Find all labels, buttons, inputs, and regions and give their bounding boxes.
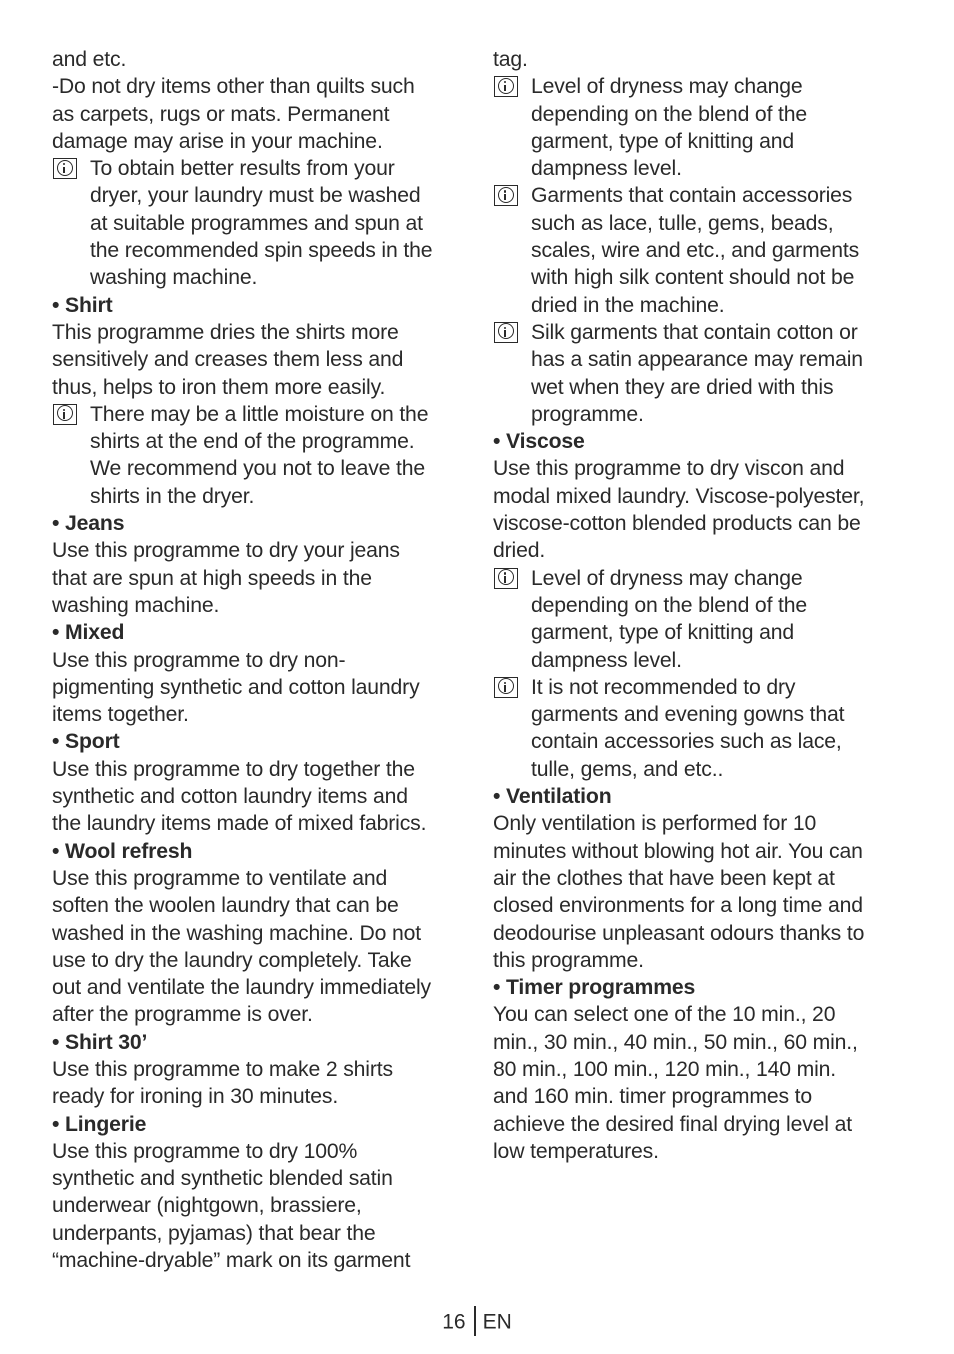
paragraph (52, 46, 462, 155)
line-text: • Lingerie (52, 1112, 147, 1136)
text-line (52, 292, 462, 319)
line-text: • Timer programmes (493, 976, 696, 1000)
text-line (493, 892, 893, 919)
text-line (52, 619, 462, 646)
line-text: washed in the washing machine. Do not (52, 921, 421, 945)
line-text: • Viscose (493, 430, 585, 454)
info-note (493, 674, 893, 783)
line-text: Level of dryness may change (531, 75, 803, 99)
section-heading (52, 619, 462, 646)
line-text: underwear (nightgown, brassiere, (52, 1194, 362, 1218)
info-note (52, 401, 462, 510)
line-text: scales, wire and etc., and garments (531, 239, 860, 263)
line-text: • Ventilation (493, 785, 612, 809)
line-text: Use this programme to dry non- (52, 648, 346, 672)
text-line (52, 319, 462, 346)
line-text: after the programme is over. (52, 1003, 313, 1027)
text-line (493, 565, 893, 592)
line-text: with high silk content should not be (531, 266, 855, 290)
line-text: achieve the desired final drying level at (493, 1112, 852, 1136)
text-line (52, 838, 462, 865)
line-text: There may be a little moisture on the (90, 402, 429, 426)
line-text: • Mixed (52, 621, 125, 645)
text-line (493, 155, 893, 182)
line-text: that are spun at high speeds in the (52, 566, 372, 590)
line-text: tag. (493, 48, 528, 71)
section-heading (52, 838, 462, 865)
text-line (493, 1029, 893, 1056)
text-line (52, 1192, 462, 1219)
footer-divider (474, 1306, 476, 1336)
line-text: dampness level. (531, 157, 682, 181)
text-line (52, 1138, 462, 1165)
line-text: pigmenting synthetic and cotton laundry (52, 675, 420, 699)
text-line (493, 264, 893, 291)
line-text: closed environments for a long time and (493, 894, 863, 918)
section-heading (52, 728, 462, 755)
text-line (52, 483, 462, 510)
text-line (52, 865, 462, 892)
text-line (493, 210, 893, 237)
text-line (493, 510, 893, 537)
section-heading (52, 292, 462, 319)
info-icon (53, 158, 77, 179)
text-line (52, 374, 462, 401)
line-text: use to dry the laundry completely. Take (52, 948, 412, 972)
page-number: 16 (442, 1310, 466, 1334)
text-line (52, 1029, 462, 1056)
line-text: Garments that contain accessories (531, 184, 853, 208)
line-text: Silk garments that contain cotton or (531, 320, 858, 344)
section-heading (493, 783, 893, 810)
line-text: Use this programme to dry your jeans (52, 539, 400, 563)
line-text: soften the woolen laundry that can be (52, 894, 399, 918)
text-line (493, 592, 893, 619)
line-text: dryer, your laundry must be washed (90, 184, 421, 208)
line-text: You can select one of the 10 min., 20 (493, 1003, 836, 1027)
line-text: “machine-dryable” mark on its garment (52, 1249, 411, 1273)
line-text: Use this programme to dry together the (52, 757, 415, 781)
line-text: dried. (493, 539, 546, 563)
text-line (52, 537, 462, 564)
line-text: contain accessories such as lace, (531, 730, 842, 754)
text-line (52, 728, 462, 755)
info-note (52, 155, 462, 291)
text-line (52, 210, 462, 237)
line-text: modal mixed laundry. Viscose-polyester, (493, 484, 865, 508)
text-line (52, 401, 462, 428)
line-text: thus, helps to iron them more easily. (52, 375, 386, 399)
line-text: Use this programme to make 2 shirts (52, 1057, 393, 1081)
text-line (52, 892, 462, 919)
info-icon (494, 677, 518, 698)
line-text: depending on the blend of the (531, 593, 808, 617)
line-text: • Jeans (52, 512, 125, 536)
text-line (493, 374, 893, 401)
info-icon (494, 322, 518, 343)
text-line (52, 756, 462, 783)
text-line (493, 701, 893, 728)
text-line (493, 920, 893, 947)
text-line (493, 1111, 893, 1138)
line-text: deodourise unpleasant odours thanks to (493, 921, 865, 945)
text-line (52, 1247, 462, 1274)
line-text: garment, type of knitting and (531, 129, 795, 153)
text-line (493, 1056, 893, 1083)
line-text: Level of dryness may change (531, 566, 803, 590)
info-note (493, 182, 893, 318)
section-heading (493, 428, 893, 455)
text-line (493, 73, 893, 100)
line-text: Use this programme to ventilate and (52, 866, 388, 890)
text-line (52, 565, 462, 592)
line-text: synthetic and synthetic blended satin (52, 1167, 393, 1191)
text-line (52, 701, 462, 728)
text-line (493, 865, 893, 892)
text-line (493, 1138, 893, 1165)
line-text: air the clothes that have been kept at (493, 866, 835, 890)
line-text: this programme. (493, 948, 644, 972)
text-line (52, 428, 462, 455)
line-text: Use this programme to dry 100% (52, 1139, 358, 1163)
text-line (52, 264, 462, 291)
paragraph (493, 1001, 893, 1165)
line-text: To obtain better results from your (90, 157, 395, 181)
line-text: dampness level. (531, 648, 682, 672)
text-line (52, 810, 462, 837)
text-line (52, 1220, 462, 1247)
right-column (493, 46, 893, 1165)
line-text: at suitable programmes and spun at (90, 211, 423, 235)
line-text: garment, type of knitting and (531, 621, 795, 645)
line-text: shirts at the end of the programme. (90, 430, 415, 454)
text-line (52, 974, 462, 1001)
text-line (52, 1083, 462, 1110)
text-line (493, 537, 893, 564)
line-text: viscose-cotton blended products can be (493, 512, 861, 536)
info-note (493, 319, 893, 428)
line-text: the recommended spin speeds in the (90, 239, 433, 263)
line-text: This programme dries the shirts more (52, 320, 399, 344)
line-text: damage may arise in your machine. (52, 129, 383, 153)
info-icon (494, 568, 518, 589)
text-line (52, 46, 462, 73)
section-heading (493, 974, 893, 1001)
line-text: Use this programme to dry viscon and (493, 457, 845, 481)
text-line (493, 647, 893, 674)
text-line (52, 1111, 462, 1138)
line-text: and etc. (52, 48, 127, 71)
text-line (493, 838, 893, 865)
line-text: sensitively and creases them less and (52, 348, 404, 372)
paragraph (52, 756, 462, 838)
text-line (493, 101, 893, 128)
text-line (493, 728, 893, 755)
paragraph (52, 1056, 462, 1111)
line-text: garments and evening gowns that (531, 703, 845, 727)
line-text: out and ventilate the laundry immediately (52, 976, 431, 1000)
text-line (493, 428, 893, 455)
line-text: the laundry items made of mixed fabrics. (52, 812, 427, 836)
text-line (52, 455, 462, 482)
text-line (52, 155, 462, 182)
line-text: depending on the blend of the (531, 102, 808, 126)
text-line (52, 237, 462, 264)
text-line (52, 101, 462, 128)
line-text: • Wool refresh (52, 839, 193, 863)
line-text: items together. (52, 703, 189, 727)
line-text: underpants, pyjamas) that bear the (52, 1221, 376, 1245)
text-line (493, 810, 893, 837)
line-text: minutes without blowing hot air. You can (493, 839, 863, 863)
line-text: low temperatures. (493, 1139, 659, 1163)
text-line (493, 46, 893, 73)
paragraph (493, 46, 893, 73)
text-line (52, 1165, 462, 1192)
text-line (52, 947, 462, 974)
text-line (493, 182, 893, 209)
text-line (52, 1001, 462, 1028)
line-text: programme. (531, 402, 644, 426)
line-text: wet when they are dried with this (531, 375, 834, 399)
paragraph (493, 455, 893, 564)
info-note (493, 565, 893, 674)
text-line (493, 292, 893, 319)
paragraph (52, 1138, 462, 1274)
line-text: washing machine. (90, 266, 258, 290)
line-text: We recommend you not to leave the (90, 457, 426, 481)
line-text: and 160 min. timer programmes to (493, 1085, 813, 1109)
line-text: -Do not dry items other than quilts such (52, 75, 415, 99)
text-line (493, 237, 893, 264)
info-note (493, 73, 893, 182)
text-line (493, 1001, 893, 1028)
text-line (493, 483, 893, 510)
text-line (493, 756, 893, 783)
text-line (493, 128, 893, 155)
text-line (52, 920, 462, 947)
line-text: washing machine. (52, 593, 220, 617)
line-text: has a satin appearance may remain (531, 348, 863, 372)
text-line (493, 346, 893, 373)
text-line (493, 619, 893, 646)
text-line (52, 592, 462, 619)
line-text: ready for ironing in 30 minutes. (52, 1085, 339, 1109)
text-line (52, 783, 462, 810)
line-text: dried in the machine. (531, 293, 725, 317)
text-line (493, 319, 893, 346)
paragraph (493, 810, 893, 974)
text-line (493, 783, 893, 810)
language-code: EN (482, 1310, 512, 1334)
line-text: shirts in the dryer. (90, 484, 255, 508)
info-icon (53, 404, 77, 425)
line-text: min., 30 min., 40 min., 50 min., 60 min., (493, 1030, 858, 1054)
page-footer (0, 1308, 954, 1338)
text-line (493, 674, 893, 701)
paragraph (52, 865, 462, 1029)
text-line (52, 647, 462, 674)
text-line (52, 674, 462, 701)
text-line (493, 401, 893, 428)
paragraph (52, 647, 462, 729)
text-line (493, 947, 893, 974)
info-icon (494, 185, 518, 206)
left-column (52, 46, 462, 1274)
line-text: as carpets, rugs or mats. Permanent (52, 102, 390, 126)
text-line (493, 974, 893, 1001)
section-heading (52, 510, 462, 537)
line-text: It is not recommended to dry (531, 675, 796, 699)
paragraph (52, 319, 462, 401)
text-line (493, 1083, 893, 1110)
line-text: synthetic and cotton laundry items and (52, 785, 408, 809)
line-text: tulle, gems, and etc.. (531, 757, 724, 781)
text-line (52, 510, 462, 537)
info-icon (494, 76, 518, 97)
line-text: 80 min., 100 min., 120 min., 140 min. (493, 1057, 837, 1081)
text-line (52, 73, 462, 100)
text-line (52, 128, 462, 155)
section-heading (52, 1029, 462, 1056)
paragraph (52, 537, 462, 619)
text-line (52, 1056, 462, 1083)
line-text: • Shirt 30’ (52, 1030, 148, 1054)
section-heading (52, 1111, 462, 1138)
line-text: • Sport (52, 730, 120, 754)
line-text: such as lace, tulle, gems, beads, (531, 211, 834, 235)
text-line (52, 182, 462, 209)
text-line (493, 455, 893, 482)
text-line (52, 346, 462, 373)
line-text: Only ventilation is performed for 10 (493, 812, 817, 836)
line-text: • Shirt (52, 293, 113, 317)
